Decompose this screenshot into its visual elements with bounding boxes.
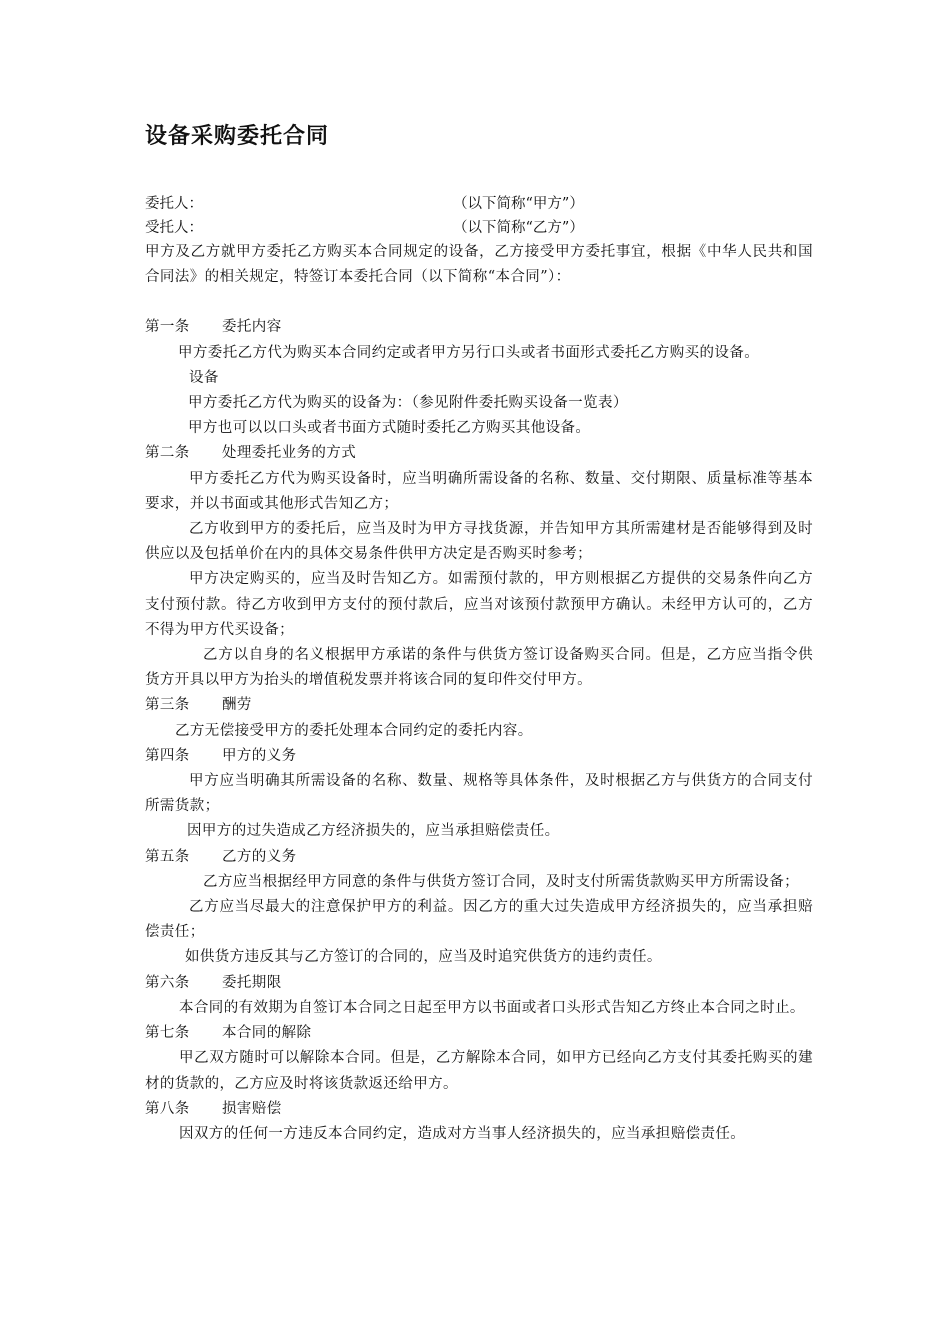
article-title: 本合同的解除 (222, 1025, 312, 1042)
article-1-paragraph-4: 甲方也可以以口头或者书面方式随时委托乙方购买其他设备。 (188, 420, 591, 437)
article-number: 第八条 (145, 1100, 190, 1117)
party-client-label: 委托人： (145, 196, 203, 212)
article-number: 第七条 (145, 1025, 190, 1042)
article-5-paragraph-2: 乙方应当尽最大的注意保护甲方的利益。因乙方的重大过失造成甲方经济损失的，应当承担赔偿责任； (145, 899, 813, 941)
article-2-paragraph-1: 甲方委托乙方代为购买设备时，应当明确所需设备的名称、数量、交付期限、质量标准等基本要求，并以书面或其他形式告知乙方； (145, 470, 813, 512)
article-1-paragraph-1: 甲方委托乙方代为购买本合同约定或者甲方另行口头或者书面形式委托乙方购买的设备。 (178, 344, 760, 361)
article-2-paragraph-4: 乙方以自身的名义根据甲方承诺的条件与供货方签订设备购买合同。但是，乙方应当指令供货方开具以甲方为抬头的增值税发票并将该合同的复印件交付甲方。 (145, 647, 813, 689)
party-client (145, 192, 813, 216)
article-1-paragraph-3: 甲方委托乙方代为购买的设备为：（参见附件委托购买设备一览表） (188, 395, 628, 412)
article-title: 乙方的义务 (222, 848, 297, 865)
article-5-paragraph-3: 如供货方违反其与乙方签订的合同的，应当及时追究供货方的违约责任。 (185, 949, 662, 966)
article-title: 酬劳 (222, 697, 252, 714)
article-4-paragraph-2: 因甲方的过失造成乙方经济损失的，应当承担赔偿责任。 (187, 823, 560, 840)
article-number: 第四条 (145, 747, 190, 764)
article-1-heading (145, 315, 813, 340)
document-title: 设备采购委托合同 (145, 124, 330, 149)
article-7-paragraph-1: 甲乙双方随时可以解除本合同。但是，乙方解除本合同，如甲方已经向乙方支付其委托购买的建材的货款的，乙方应及时将该货款返还给甲方。 (145, 1050, 813, 1092)
article-5-heading (145, 845, 813, 870)
party-agent (145, 216, 813, 240)
article-3-paragraph-1: 乙方无偿接受甲方的委托处理本合同约定的委托内容。 (175, 722, 533, 739)
contract-document (145, 122, 813, 1147)
article-number: 第一条 (145, 319, 190, 336)
article-title: 委托内容 (222, 319, 282, 336)
party-agent-note: （以下简称“乙方”） (453, 220, 584, 236)
article-title: 委托期限 (222, 974, 282, 991)
article-number: 第五条 (145, 848, 190, 865)
article-2-paragraph-2: 乙方收到甲方的委托后，应当及时为甲方寻找货源，并告知甲方其所需建材是否能够得到及时供应以及包括单价在内的具体交易条件供甲方决定是否购买时参考； (145, 521, 813, 563)
article-2-heading (145, 441, 813, 466)
preamble: 甲方及乙方就甲方委托乙方购买本合同规定的设备，乙方接受甲方委托事宜，根据《中华人民共和国合同法》的相关规定，特签订本委托合同（以下简称“本合同”）： (145, 244, 813, 286)
article-title: 处理委托业务的方式 (222, 445, 357, 462)
article-title: 甲方的义务 (222, 747, 297, 764)
article-number: 第三条 (145, 697, 190, 714)
article-3-heading (145, 693, 813, 718)
article-number: 第六条 (145, 974, 190, 991)
article-8-heading (145, 1097, 813, 1122)
article-6-paragraph-1: 本合同的有效期为自签订本合同之日起至甲方以书面或者口头形式告知乙方终止本合同之时止。 (179, 999, 805, 1016)
article-6-heading (145, 971, 813, 996)
party-client-note: （以下简称“甲方”） (453, 196, 584, 212)
article-8-paragraph-1: 因双方的任何一方违反本合同约定，造成对方当事人经济损失的，应当承担赔偿责任。 (179, 1125, 746, 1142)
article-7-heading (145, 1021, 813, 1046)
article-title: 损害赔偿 (222, 1100, 282, 1117)
article-4-heading (145, 744, 813, 769)
party-agent-label: 受托人： (145, 220, 203, 236)
article-4-paragraph-1: 甲方应当明确其所需设备的名称、数量、规格等具体条件，及时根据乙方与供货方的合同支付所需货款； (145, 773, 813, 815)
article-2-paragraph-3: 甲方决定购买的，应当及时告知乙方。如需预付款的，甲方则根据乙方提供的交易条件向乙方支付预付款。待乙方收到甲方支付的预付款后，应当对该预付款预甲方确认。未经甲方认可的，乙方不得为甲方代买设备； (145, 571, 813, 638)
article-1-paragraph-2: 设备 (189, 369, 219, 386)
spacer (145, 290, 813, 315)
article-number: 第二条 (145, 445, 190, 462)
article-5-paragraph-1: 乙方应当根据经甲方同意的条件与供货方签订合同，及时支付所需货款购买甲方所需设备； (203, 873, 799, 890)
